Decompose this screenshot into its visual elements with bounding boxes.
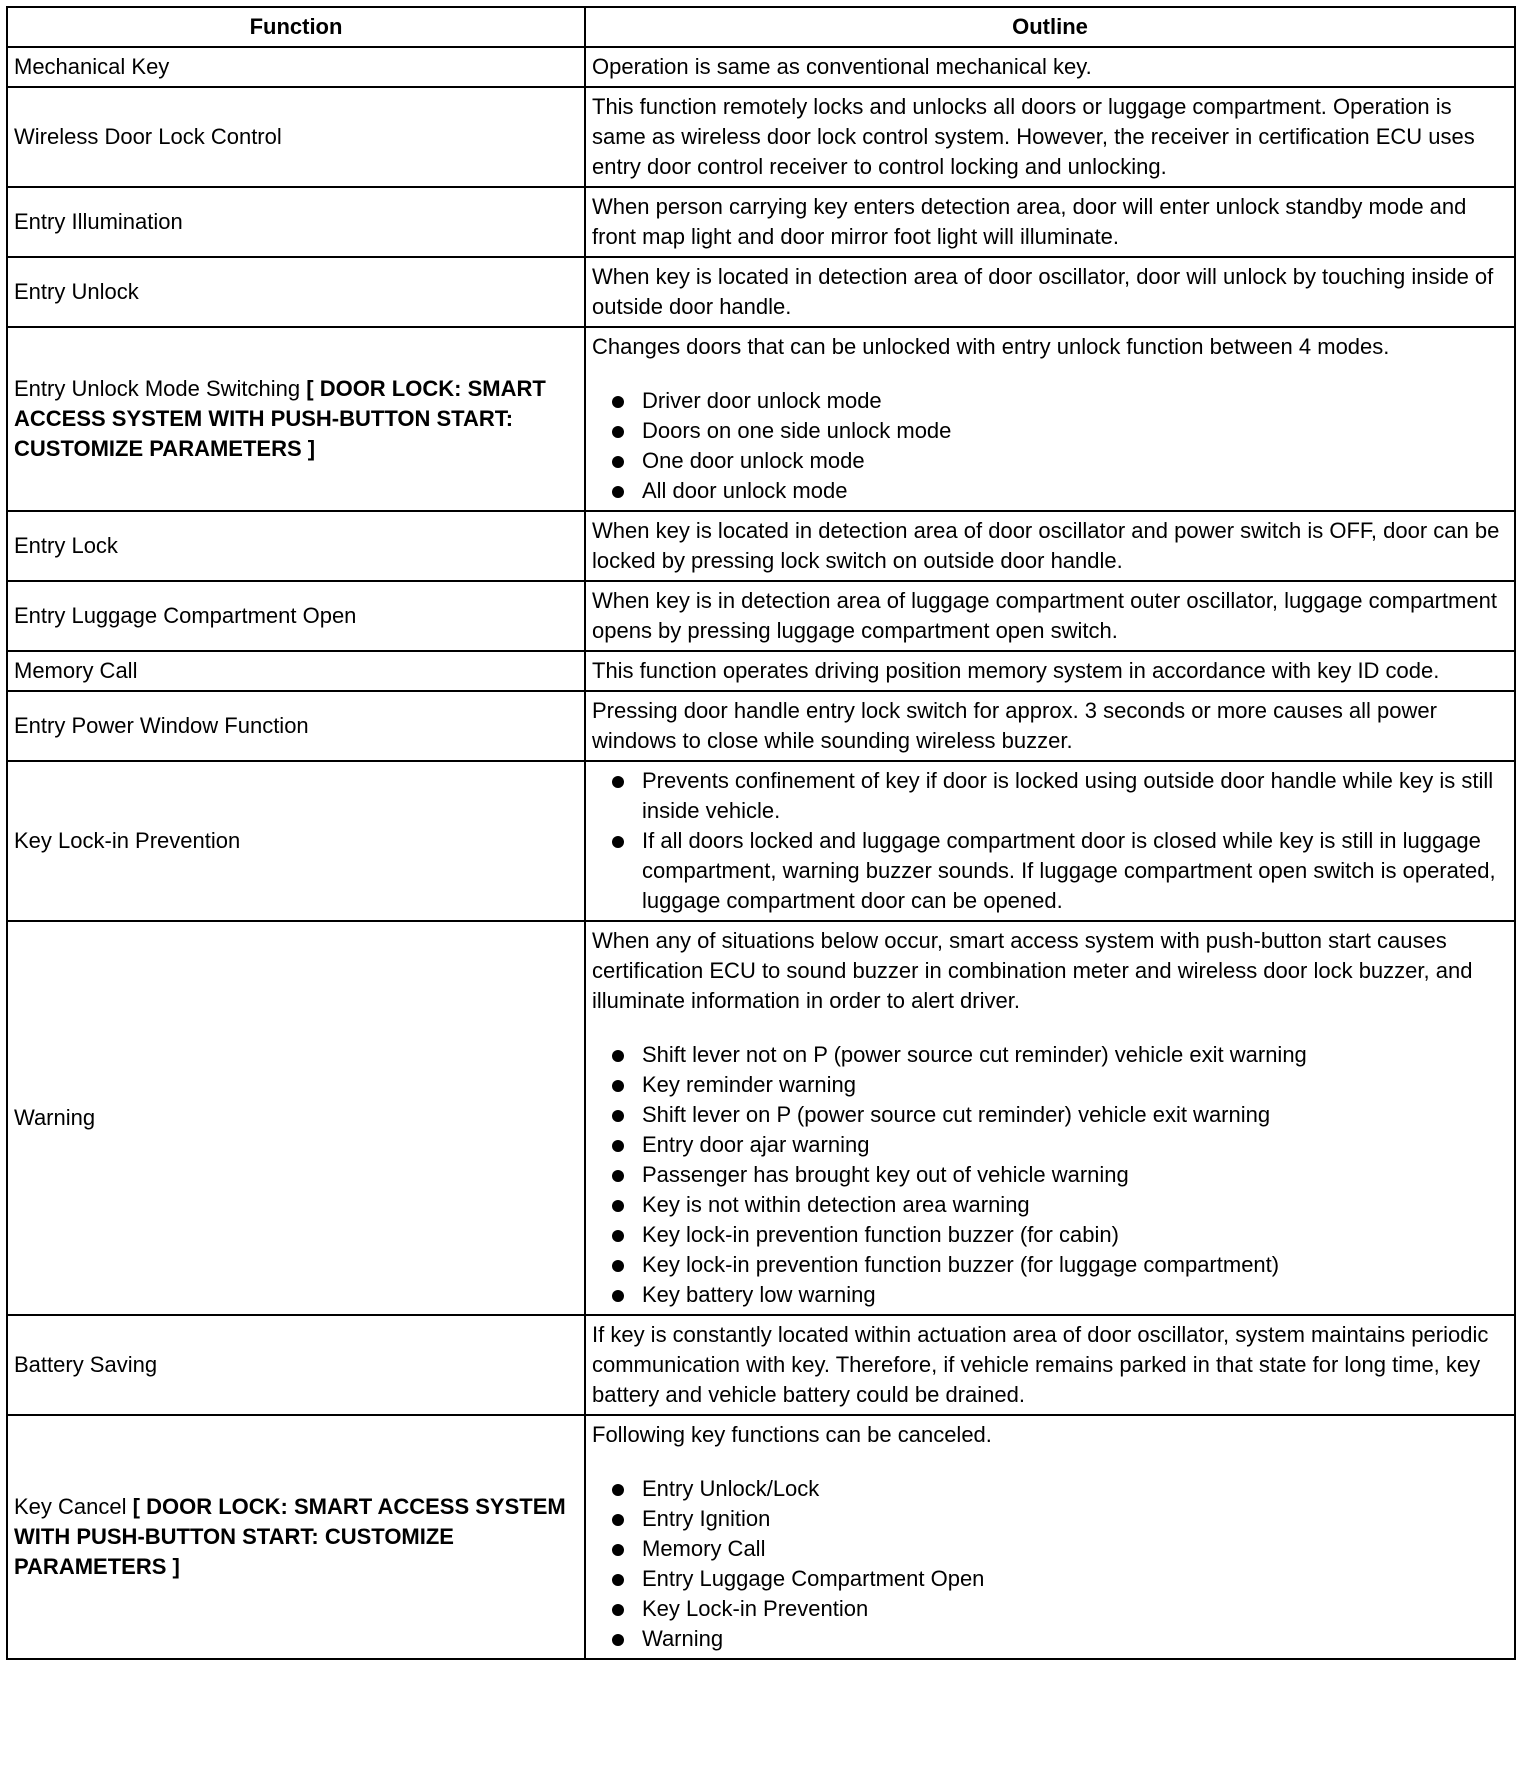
function-name: Battery Saving xyxy=(14,1352,158,1377)
function-name: Mechanical Key xyxy=(14,54,170,79)
table-row xyxy=(7,1315,1515,1415)
outline-text: Pressing door handle entry lock switch for approx. 3 seconds or more causes all power windows to close while sounding wireless buzzer. xyxy=(592,698,1437,753)
function-name: Entry Lock xyxy=(14,533,118,558)
header-outline: Outline xyxy=(585,7,1515,47)
outline-cell xyxy=(585,761,1515,921)
outline-text: When person carrying key enters detection area, door will enter unlock standby mode and front map light and door mirror foot light will illuminate. xyxy=(592,194,1467,249)
outline-cell xyxy=(585,651,1515,691)
outline-text: Operation is same as conventional mechanical key. xyxy=(592,54,1092,79)
list-item: Entry Luggage Compartment Open xyxy=(592,1564,1508,1594)
table-row xyxy=(7,187,1515,257)
list-item: Key lock-in prevention function buzzer (for cabin) xyxy=(592,1220,1508,1250)
outline-cell xyxy=(585,187,1515,257)
outline-text: Changes doors that can be unlocked with entry unlock function between 4 modes. xyxy=(592,334,1390,359)
outline-text: When key is located in detection area of door oscillator, door will unlock by touching inside of outside door handle. xyxy=(592,264,1494,319)
outline-cell xyxy=(585,257,1515,327)
function-name: Memory Call xyxy=(14,658,138,683)
list-item: Key Lock-in Prevention xyxy=(592,1594,1508,1624)
function-name: Entry Unlock xyxy=(14,279,139,304)
function-cell xyxy=(7,47,585,87)
outline-cell xyxy=(585,327,1515,511)
outline-cell xyxy=(585,87,1515,187)
table-row xyxy=(7,1415,1515,1659)
function-name: Entry Illumination xyxy=(14,209,183,234)
outline-cell xyxy=(585,921,1515,1315)
bullet-list xyxy=(592,1040,1508,1310)
customize-parameters-link[interactable]: [ DOOR LOCK: SMART ACCESS SYSTEM WITH PUSH-BUTTON START: CUSTOMIZE PARAMETERS ] xyxy=(14,376,546,461)
table-row xyxy=(7,761,1515,921)
list-item: One door unlock mode xyxy=(592,446,1508,476)
bullet-list xyxy=(592,386,1508,506)
function-name: Key Lock-in Prevention xyxy=(14,828,241,853)
function-cell xyxy=(7,1415,585,1659)
list-item: Entry Ignition xyxy=(592,1504,1508,1534)
function-name: Key Cancel xyxy=(14,1494,127,1519)
list-item: Driver door unlock mode xyxy=(592,386,1508,416)
function-name: Entry Power Window Function xyxy=(14,713,309,738)
table-row xyxy=(7,691,1515,761)
table-header-row xyxy=(7,7,1515,47)
table-row xyxy=(7,87,1515,187)
outline-text: When any of situations below occur, smart access system with push-button start causes certification ECU to sound buzzer in combination meter and wireless door lock buzzer, and illuminate information in order to alert driver. xyxy=(592,928,1473,1013)
outline-text: If key is constantly located within actuation area of door oscillator, system maintains periodic communication with key. Therefore, if vehicle remains parked in that state for long time, key battery and vehicle battery could be drained. xyxy=(592,1322,1489,1407)
table-row xyxy=(7,327,1515,511)
function-cell xyxy=(7,187,585,257)
outline-cell xyxy=(585,691,1515,761)
outline-cell xyxy=(585,1415,1515,1659)
outline-cell xyxy=(585,581,1515,651)
list-item: If all doors locked and luggage compartment door is closed while key is still in luggage compartment, warning buzzer sounds. If luggage compartment open switch is operated, luggage compartment door can be opened. xyxy=(592,826,1508,916)
function-name: Warning xyxy=(14,1105,96,1130)
header-function: Function xyxy=(7,7,585,47)
table-row xyxy=(7,511,1515,581)
function-cell xyxy=(7,87,585,187)
list-item: Doors on one side unlock mode xyxy=(592,416,1508,446)
function-cell xyxy=(7,1315,585,1415)
outline-cell xyxy=(585,1315,1515,1415)
outline-text: This function operates driving position memory system in accordance with key ID code. xyxy=(592,658,1440,683)
function-cell xyxy=(7,511,585,581)
outline-cell xyxy=(585,47,1515,87)
list-item: Key reminder warning xyxy=(592,1070,1508,1100)
list-item: Entry door ajar warning xyxy=(592,1130,1508,1160)
function-name: Entry Luggage Compartment Open xyxy=(14,603,357,628)
table-row xyxy=(7,921,1515,1315)
function-outline-table xyxy=(6,6,1516,1660)
customize-parameters-link[interactable]: [ DOOR LOCK: SMART ACCESS SYSTEM WITH PUSH-BUTTON START: CUSTOMIZE PARAMETERS ] xyxy=(14,1494,566,1579)
outline-cell xyxy=(585,511,1515,581)
table-row xyxy=(7,257,1515,327)
list-item: Key lock-in prevention function buzzer (for luggage compartment) xyxy=(592,1250,1508,1280)
table-row xyxy=(7,47,1515,87)
list-item: Entry Unlock/Lock xyxy=(592,1474,1508,1504)
function-cell xyxy=(7,581,585,651)
table-row xyxy=(7,651,1515,691)
bullet-list xyxy=(592,1474,1508,1654)
outline-text: This function remotely locks and unlocks all doors or luggage compartment. Operation is same as wireless door lock control system. However, the receiver in certification ECU uses entry door control receiver to control locking and unlocking. xyxy=(592,94,1475,179)
list-item: Key is not within detection area warning xyxy=(592,1190,1508,1220)
list-item: Prevents confinement of key if door is locked using outside door handle while key is still inside vehicle. xyxy=(592,766,1508,826)
list-item: Shift lever on P (power source cut reminder) vehicle exit warning xyxy=(592,1100,1508,1130)
list-item: All door unlock mode xyxy=(592,476,1508,506)
function-name: Wireless Door Lock Control xyxy=(14,124,282,149)
list-item: Warning xyxy=(592,1624,1508,1654)
list-item: Shift lever not on P (power source cut reminder) vehicle exit warning xyxy=(592,1040,1508,1070)
outline-text: When key is located in detection area of door oscillator and power switch is OFF, door can be locked by pressing lock switch on outside door handle. xyxy=(592,518,1500,573)
function-cell xyxy=(7,651,585,691)
list-item: Passenger has brought key out of vehicle warning xyxy=(592,1160,1508,1190)
function-cell xyxy=(7,257,585,327)
list-item: Memory Call xyxy=(592,1534,1508,1564)
outline-text: When key is in detection area of luggage compartment outer oscillator, luggage compartment opens by pressing luggage compartment open switch. xyxy=(592,588,1497,643)
outline-text: Following key functions can be canceled. xyxy=(592,1422,992,1447)
table-row xyxy=(7,581,1515,651)
list-item: Key battery low warning xyxy=(592,1280,1508,1310)
bullet-list xyxy=(592,766,1508,916)
function-cell xyxy=(7,691,585,761)
function-cell xyxy=(7,327,585,511)
function-name: Entry Unlock Mode Switching xyxy=(14,376,301,401)
function-cell xyxy=(7,761,585,921)
function-cell xyxy=(7,921,585,1315)
